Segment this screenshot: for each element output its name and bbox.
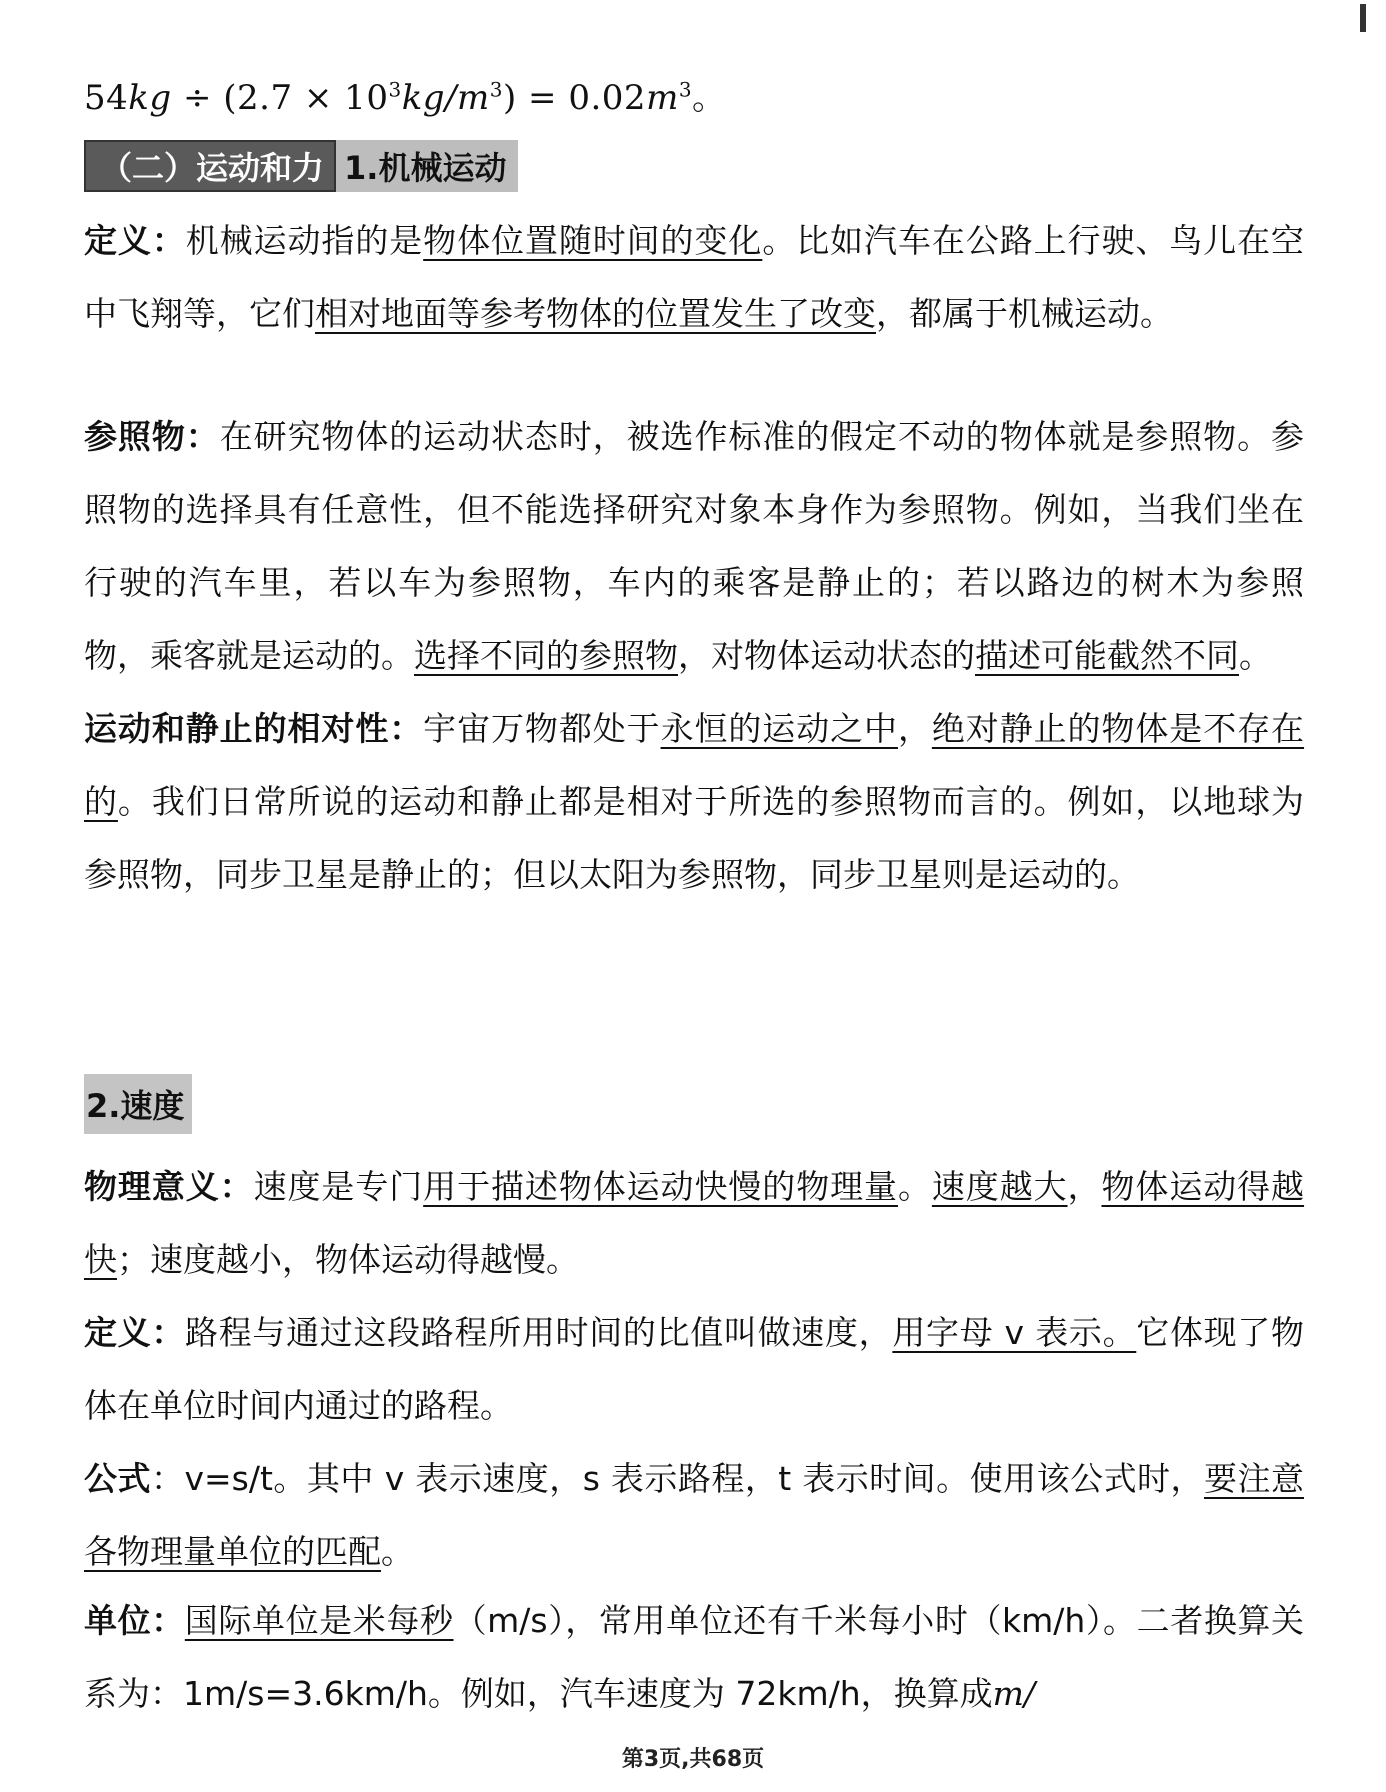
paragraph-formula: 公式：v=s/t。其中 v 表示速度，s 表示路程，t 表示时间。使用该公式时，要注意各物理量单位的匹配。 xyxy=(84,1459,1304,1571)
term-label: 定义： xyxy=(84,221,186,260)
paragraph-speed-definition: 定义：路程与通过这段路程所用时间的比值叫做速度，用字母 v 表示。它体现了物体在单位时间内通过的路程。 xyxy=(84,1313,1305,1425)
scan-edge-mark xyxy=(1360,4,1366,32)
term-label: 公式 xyxy=(84,1459,151,1498)
section-title: 1.机械运动 xyxy=(336,140,518,192)
subsection-title: 2.速度 xyxy=(84,1074,192,1134)
term-label: 定义： xyxy=(84,1313,186,1352)
paragraph-definition: 定义：机械运动指的是物体位置随时间的变化。比如汽车在公路上行驶、鸟儿在空中飞翔等，它们相对地面等参考物体的位置发生了改变，都属于机械运动。 xyxy=(84,221,1305,333)
section-heading xyxy=(84,140,518,192)
term-label: 物理意义： xyxy=(84,1167,254,1206)
paragraph-physical-meaning: 物理意义：速度是专门用于描述物体运动快慢的物理量。速度越大，物体运动得越快；速度越小，物体运动得越慢。 xyxy=(84,1167,1305,1279)
paragraph-reference-object: 参照物：在研究物体的运动状态时，被选作标准的假定不动的物体就是参照物。参照物的选择具有任意性，但不能选择研究对象本身作为参照物。例如，当我们坐在行驶的汽车里，若以车为参照物，车内的乘客是静止的；若以路边的树木为参照物，乘客就是运动的。选择不同的参照物，对物体运动状态的描述可能截然不同。 xyxy=(84,417,1305,675)
page-number-footer: 第3页,共68页 xyxy=(621,1747,765,1772)
density-formula: $54kg \div (2.7 \times 10^3kg/m^3) = 0.02m^3$。 xyxy=(84,77,727,118)
term-label: 参照物： xyxy=(84,417,220,456)
paragraph-relativity: 运动和静止的相对性：宇宙万物都处于永恒的运动之中，绝对静止的物体是不存在的。我们日常所说的运动和静止都是相对于所选的参照物而言的。例如，以地球为参照物，同步卫星是静止的；但以太阳为参照物，同步卫星则是运动的。 xyxy=(84,709,1305,894)
paragraph-units: 单位：国际单位是米每秒（m/s），常用单位还有千米每小时（km/h）。二者换算关系为：1m/s=3.6km/h。例如，汽车速度为 72km/h，换算成m/ xyxy=(84,1601,1305,1713)
term-label: 运动和静止的相对性： xyxy=(84,709,424,748)
term-label: 单位： xyxy=(84,1601,185,1640)
section-tag: （二）运动和力 xyxy=(84,140,336,192)
